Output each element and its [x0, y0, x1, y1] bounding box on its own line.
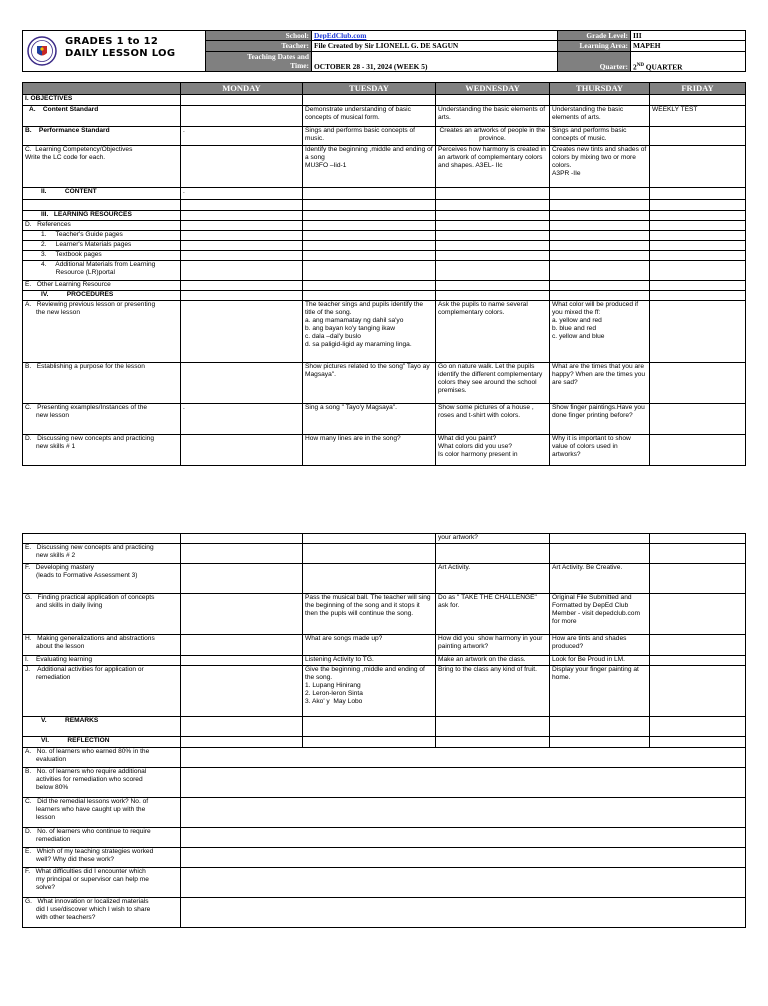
day-header-row: [23, 83, 746, 95]
cell-friday: [650, 291, 746, 301]
row-label: 2. Learner's Materials pages: [23, 241, 181, 251]
cell-wednesday: your artwork?: [436, 534, 550, 544]
table-row: [23, 363, 746, 404]
cell-thursday: [550, 291, 650, 301]
cell-tuesday: The teacher sings and pupils identify the title of the song. a. ang mamamatay ng dahil sa'yo b. ang bayan ko'y tanging ikaw c. dala –dal'y buslo d. sa paligid-ligid ay maraming linga.: [303, 301, 436, 363]
cell-friday: [650, 221, 746, 231]
cell-friday: [650, 534, 746, 544]
learning-area-label: Learning Area:: [558, 41, 631, 51]
cell-thursday: Why it is important to show value of colors used in artworks?: [550, 435, 650, 466]
cell-tuesday: [303, 564, 436, 594]
row-label: A. No. of learners who earned 80% in the evaluation: [23, 748, 181, 768]
day-header-thursday: THURSDAY: [550, 83, 650, 95]
cell-friday: WEEKLY TEST: [650, 106, 746, 127]
cell-tuesday: Identify the beginning ,middle and ending of a song MU3FO –Iid-1: [303, 146, 436, 188]
cell-tuesday: [303, 188, 436, 200]
cell-wednesday: Ask the pupils to name several complementary colors.: [436, 301, 550, 363]
cell-monday: [181, 534, 303, 544]
reflection-answer-cell[interactable]: [181, 748, 746, 768]
teaching-dates-value: OCTOBER 28 - 31, 2024 (WEEK 5): [312, 51, 558, 72]
cell-thursday: Show finger paintings.Have you done finger printing before?: [550, 404, 650, 435]
cell-thursday: [550, 95, 650, 106]
table-row: [23, 848, 746, 868]
school-link[interactable]: DepEdClub.com: [314, 31, 367, 40]
cell-wednesday: [436, 544, 550, 564]
cell-friday: [650, 717, 746, 737]
cell-friday: [650, 301, 746, 363]
table-row: [23, 404, 746, 435]
cell-friday: [650, 95, 746, 106]
table-row: [23, 656, 746, 666]
cell-tuesday: Pass the musical ball. The teacher will sing the beginning of the song and it stops it then the pupls will continue the song.: [303, 594, 436, 635]
row-label: V. REMARKS: [23, 717, 181, 737]
row-label: 1. Teacher's Guide pages: [23, 231, 181, 241]
teaching-dates-label-line1: Teaching Dates and: [247, 51, 309, 61]
cell-friday: [650, 656, 746, 666]
cell-wednesday: [436, 737, 550, 748]
header-title-line1: GRADES 1 to 12: [65, 36, 159, 47]
day-header-blank: [23, 83, 181, 95]
cell-monday: [181, 594, 303, 635]
cell-tuesday: Give the beginning ,middle and ending of the song. 1. Lupang Hinirang 2. Leron-leron Sinta 3. Ako' y May Lobo: [303, 666, 436, 717]
reflection-answer-cell[interactable]: [181, 798, 746, 828]
cell-tuesday: [303, 221, 436, 231]
cell-thursday: What color will be produced if you mixed the ff: a. yellow and red b. blue and red c. yellow and blue: [550, 301, 650, 363]
cell-tuesday: What are songs made up?: [303, 635, 436, 656]
table-row: [23, 106, 746, 127]
table-row: [23, 898, 746, 928]
cell-wednesday: How did you show harmony in your painting artwork?: [436, 635, 550, 656]
table-row: [23, 301, 746, 363]
table-row: [23, 188, 746, 200]
cell-tuesday: [303, 241, 436, 251]
cell-wednesday: Make an artwork on the class.: [436, 656, 550, 666]
header-title-cell: [23, 31, 206, 72]
table-row: [23, 798, 746, 828]
row-label: II. CONTENT: [23, 188, 181, 200]
row-label: [23, 534, 181, 544]
cell-friday: [650, 435, 746, 466]
cell-monday: [181, 241, 303, 251]
cell-monday: [181, 635, 303, 656]
school-label: School:: [206, 31, 312, 41]
cell-monday: [181, 146, 303, 188]
row-label: D. References: [23, 221, 181, 231]
cell-tuesday: [303, 261, 436, 281]
cell-tuesday: Demonstrate understanding of basic concepts of musical form.: [303, 106, 436, 127]
cell-tuesday: [303, 95, 436, 106]
table-row: [23, 127, 746, 146]
table-row: [23, 717, 746, 737]
reflection-answer-cell[interactable]: [181, 898, 746, 928]
cell-thursday: Understanding the basic elements of arts.: [550, 106, 650, 127]
cell-thursday: Look for Be Proud in LM.: [550, 656, 650, 666]
table-row: [23, 868, 746, 898]
grade-level-value: III: [631, 31, 746, 41]
table-row: [23, 95, 746, 106]
cell-wednesday: Show some pictures of a house , roses and t-shirt with colors.: [436, 404, 550, 435]
table-row: [23, 544, 746, 564]
cell-thursday: [550, 211, 650, 221]
quarter-word: QUARTER: [643, 62, 683, 71]
cell-wednesday: [436, 95, 550, 106]
cell-wednesday: [436, 188, 550, 200]
teaching-dates-label: [206, 51, 312, 72]
cell-monday: [181, 544, 303, 564]
row-label: [23, 200, 181, 211]
row-label: F. Developing mastery (leads to Formative Assessment 3): [23, 564, 181, 594]
cell-tuesday: Listening Activity to TG.: [303, 656, 436, 666]
cell-friday: [650, 211, 746, 221]
row-label: J. Additional activities for application or remediation: [23, 666, 181, 717]
cell-tuesday: [303, 737, 436, 748]
row-label: III. LEARNING RESOURCES: [23, 211, 181, 221]
cell-tuesday: Sing a song " Tayo'y Magsaya".: [303, 404, 436, 435]
cell-friday: [650, 146, 746, 188]
row-label: I. Evaluating learning: [23, 656, 181, 666]
cell-friday: [650, 241, 746, 251]
cell-friday: [650, 127, 746, 146]
day-header-monday: MONDAY: [181, 83, 303, 95]
cell-tuesday: [303, 291, 436, 301]
table-row: [23, 261, 746, 281]
row-label: 3. Textbook pages: [23, 251, 181, 261]
cell-tuesday: [303, 200, 436, 211]
row-label: F. What difficulties did I encounter which my principal or supervisor can help me solve?: [23, 868, 181, 898]
header-title-line2: DAILY LESSON LOG: [65, 48, 176, 59]
cell-monday: [181, 251, 303, 261]
cell-friday: [650, 635, 746, 656]
cell-wednesday: [436, 211, 550, 221]
row-label: IV. PROCEDURES: [23, 291, 181, 301]
reflection-answer-cell[interactable]: [181, 828, 746, 848]
cell-friday: [650, 594, 746, 635]
table-row: [23, 737, 746, 748]
cell-monday: .: [181, 127, 303, 146]
cell-tuesday: [303, 231, 436, 241]
row-label: G. Finding practical application of concepts and skills in daily living: [23, 594, 181, 635]
cell-wednesday: [436, 200, 550, 211]
row-label: VI. REFLECTION: [23, 737, 181, 748]
cell-friday: [650, 251, 746, 261]
table-row: [23, 635, 746, 656]
lesson-table-page-2: [22, 533, 746, 928]
day-header-friday: FRIDAY: [650, 83, 746, 95]
cell-monday: [181, 231, 303, 241]
table-row: [23, 435, 746, 466]
table-row: [23, 291, 746, 301]
table-row: [23, 828, 746, 848]
cell-thursday: [550, 251, 650, 261]
reflection-answer-cell[interactable]: [181, 768, 746, 798]
row-label: A. Content Standard: [23, 106, 181, 127]
lesson-table-page-1: [22, 82, 746, 466]
quarter-value: [631, 51, 746, 72]
cell-monday: .: [181, 188, 303, 200]
cell-friday: [650, 404, 746, 435]
cell-wednesday: [436, 291, 550, 301]
cell-thursday: Display your finger painting at home.: [550, 666, 650, 717]
cell-thursday: [550, 231, 650, 241]
cell-wednesday: [436, 231, 550, 241]
cell-thursday: [550, 221, 650, 231]
cell-thursday: How are tints and shades produced?: [550, 635, 650, 656]
grade-level-label: Grade Level:: [558, 31, 631, 41]
cell-wednesday: Perceives how harmony is created in an artwork of complementary colors and shapes. A3EL- IIc: [436, 146, 550, 188]
cell-wednesday: Creates an artworks of people in the province.: [436, 127, 550, 146]
table-row: [23, 564, 746, 594]
cell-monday: [181, 261, 303, 281]
cell-monday: [181, 717, 303, 737]
cell-tuesday: [303, 281, 436, 291]
teacher-label: Teacher:: [206, 41, 312, 51]
row-label: B. Performance Standard: [23, 127, 181, 146]
cell-thursday: [550, 261, 650, 281]
lesson-log-page-1: [22, 30, 745, 466]
cell-thursday: Art Activity. Be Creative.: [550, 564, 650, 594]
deped-seal-icon: [27, 36, 57, 66]
cell-monday: [181, 106, 303, 127]
row-label: E. Which of my teaching strategies worked well? Why did these work?: [23, 848, 181, 868]
table-row: [23, 146, 746, 188]
cell-friday: [650, 231, 746, 241]
cell-monday: [181, 737, 303, 748]
cell-tuesday: [303, 211, 436, 221]
lesson-log-page-2: [22, 533, 745, 928]
quarter-label: Quarter:: [558, 51, 631, 72]
cell-wednesday: Understanding the basic elements of arts.: [436, 106, 550, 127]
cell-wednesday: What did you paint? What colors did you use? Is color harmony present in: [436, 435, 550, 466]
cell-friday: [650, 666, 746, 717]
cell-friday: [650, 363, 746, 404]
row-label: E. Discussing new concepts and practicing new skills # 2: [23, 544, 181, 564]
cell-monday: [181, 291, 303, 301]
cell-friday: [650, 281, 746, 291]
day-header-tuesday: TUESDAY: [303, 83, 436, 95]
cell-friday: [650, 544, 746, 564]
cell-friday: [650, 188, 746, 200]
row-label: E. Other Learning Resource: [23, 281, 181, 291]
table-row: [23, 281, 746, 291]
cell-thursday: Creates new tints and shades of colors by mixing two or more colors. A3PR -IIe: [550, 146, 650, 188]
cell-thursday: [550, 188, 650, 200]
table-row: [23, 200, 746, 211]
row-label: B. Establishing a purpose for the lesson: [23, 363, 181, 404]
cell-monday: [181, 281, 303, 291]
cell-wednesday: Art Activity.: [436, 564, 550, 594]
cell-monday: [181, 301, 303, 363]
cell-friday: [650, 200, 746, 211]
cell-monday: [181, 221, 303, 231]
row-label: B. No. of learners who require additional activities for remediation who scored below 80%: [23, 768, 181, 798]
row-label: 4. Additional Materials from Learning Resource (LR)portal: [23, 261, 181, 281]
cell-thursday: [550, 544, 650, 564]
cell-tuesday: [303, 251, 436, 261]
cell-wednesday: [436, 241, 550, 251]
teacher-value: File Created by Sir LIONELL G. DE SAGUN: [312, 41, 558, 51]
row-label: C. Learning Competency/Objectives Write the LC code for each.: [23, 146, 181, 188]
cell-tuesday: Show pictures related to the song" Tayo ay Magsaya".: [303, 363, 436, 404]
table-row: [23, 241, 746, 251]
cell-monday: [181, 656, 303, 666]
cell-tuesday: Sings and performs basic concepts of music.: [303, 127, 436, 146]
learning-area-value: MAPEH: [631, 41, 746, 51]
row-label: D. No. of learners who continue to require remediation: [23, 828, 181, 848]
cell-monday: [181, 363, 303, 404]
row-label: I. OBJECTIVES: [23, 95, 181, 106]
row-label: C. Did the remedial lessons work? No. of learners who have caught up with the lesson: [23, 798, 181, 828]
cell-thursday: [550, 281, 650, 291]
table-row: [23, 251, 746, 261]
teaching-dates-label-line2: Time:: [290, 60, 309, 70]
cell-monday: .: [181, 404, 303, 435]
table-row: [23, 211, 746, 221]
row-label: C. Presenting examples/Instances of the new lesson: [23, 404, 181, 435]
cell-monday: [181, 200, 303, 211]
cell-monday: [181, 564, 303, 594]
cell-tuesday: How many lines are in the song?: [303, 435, 436, 466]
table-row: [23, 534, 746, 544]
cell-wednesday: [436, 221, 550, 231]
cell-tuesday: [303, 717, 436, 737]
cell-thursday: [550, 737, 650, 748]
cell-monday: [181, 666, 303, 717]
cell-wednesday: Bring to the class any kind of fruit.: [436, 666, 550, 717]
cell-monday: [181, 211, 303, 221]
day-header-wednesday: WEDNESDAY: [436, 83, 550, 95]
quarter-number: 2: [633, 62, 637, 71]
row-label: D. Discussing new concepts and practicing new skills # 1: [23, 435, 181, 466]
cell-friday: [650, 261, 746, 281]
reflection-answer-cell[interactable]: [181, 868, 746, 898]
cell-monday: [181, 95, 303, 106]
cell-tuesday: [303, 534, 436, 544]
cell-wednesday: [436, 717, 550, 737]
cell-friday: [650, 737, 746, 748]
cell-thursday: Sings and performs basic concepts of music.: [550, 127, 650, 146]
cell-thursday: [550, 717, 650, 737]
table-row: [23, 748, 746, 768]
cell-wednesday: [436, 261, 550, 281]
table-row: [23, 221, 746, 231]
row-label: A. Reviewing previous lesson or presenting the new lesson: [23, 301, 181, 363]
cell-thursday: [550, 241, 650, 251]
reflection-answer-cell[interactable]: [181, 848, 746, 868]
cell-thursday: Original File Submitted and Formatted by DepEd Club Member - visit depedclub.com for more: [550, 594, 650, 635]
cell-friday: [650, 564, 746, 594]
row-label: H. Making generalizations and abstractions about the lesson: [23, 635, 181, 656]
table-row: [23, 231, 746, 241]
cell-wednesday: [436, 281, 550, 291]
cell-wednesday: Go on nature walk. Let the pupils identify the different complementary colors they see around the school premises.: [436, 363, 550, 404]
row-label: G. What innovation or localized materials did I use/discover which I wish to share with other teachers?: [23, 898, 181, 928]
cell-monday: [181, 435, 303, 466]
table-row: [23, 666, 746, 717]
cell-wednesday: [436, 251, 550, 261]
cell-wednesday: Do as " TAKE THE CHALLENGE" ask for.: [436, 594, 550, 635]
table-row: [23, 768, 746, 798]
table-row: [23, 594, 746, 635]
cell-tuesday: [303, 544, 436, 564]
header-table: [22, 30, 746, 72]
cell-thursday: [550, 534, 650, 544]
quarter-suffix: ND: [636, 62, 644, 68]
cell-thursday: [550, 200, 650, 211]
cell-thursday: What are the times that you are happy? When are the times you are sad?: [550, 363, 650, 404]
